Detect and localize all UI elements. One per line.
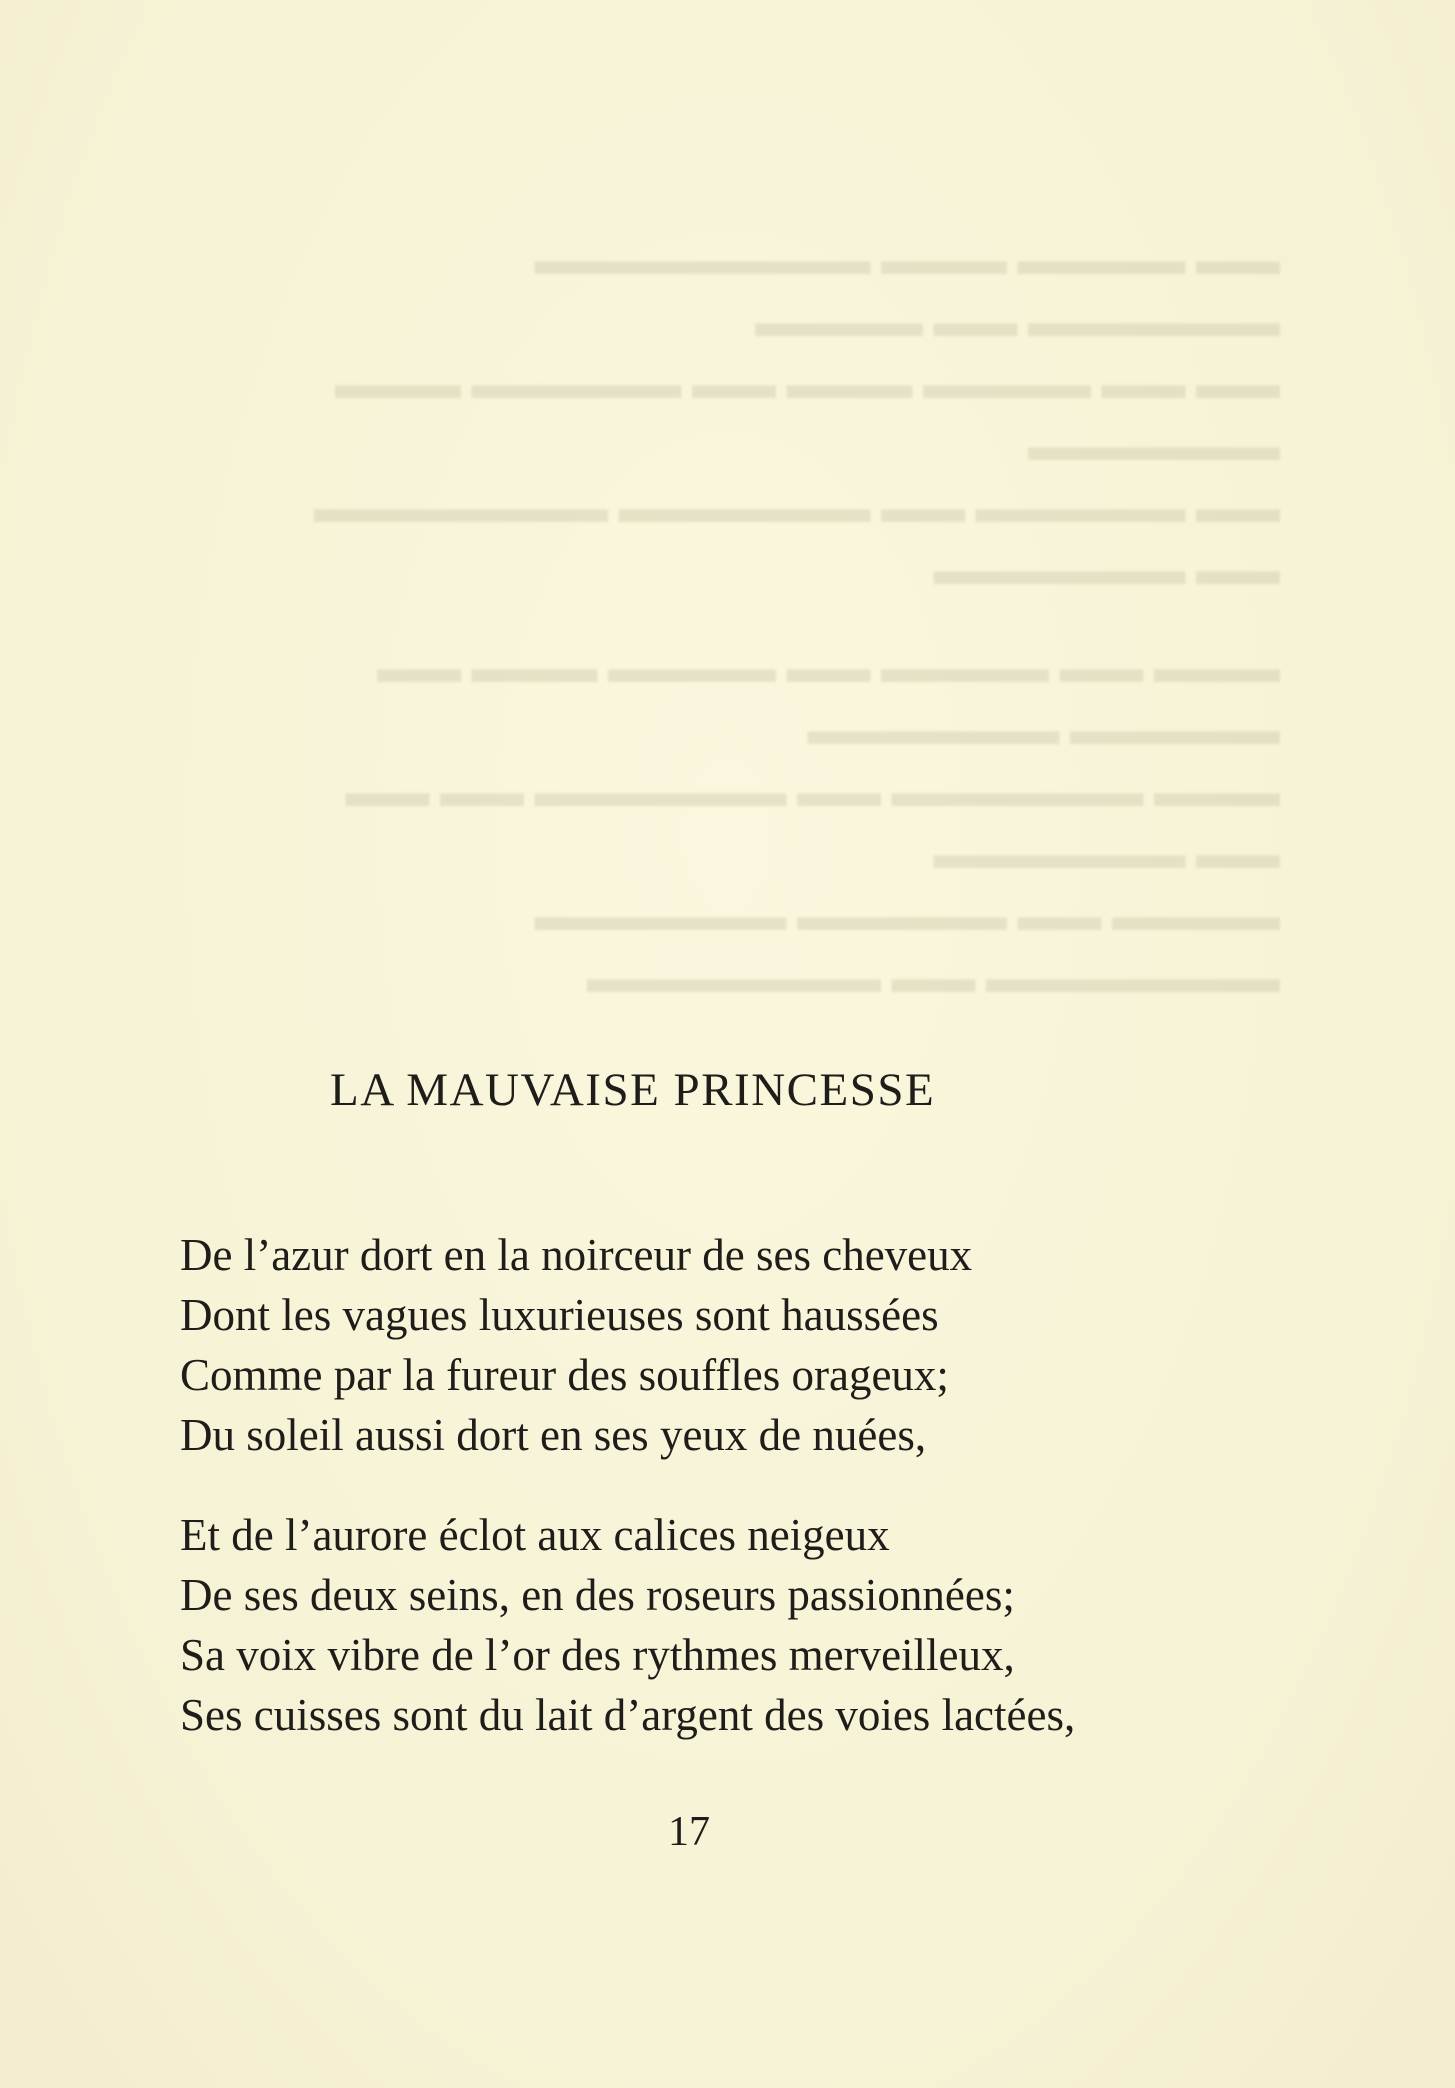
verse-line: Sa voix vibre de l’or des rythmes merveilleux, <box>180 1630 1015 1680</box>
verse-line: Du soleil aussi dort en ses yeux de nuées, <box>180 1410 927 1460</box>
verse-line: Et de l’aurore éclot aux calices neigeux <box>180 1510 890 1560</box>
verse-line: Dont les vagues luxurieuses sont haussées <box>180 1290 939 1340</box>
poem-title: LA MAUVAISE PRINCESSE <box>330 1064 936 1116</box>
stanza-2 <box>180 1505 1075 1745</box>
show-through-text: ▬▬ ▬▬▬▬ ▬▬▬ ▬▬▬▬▬▬▬▬ ▬▬▬▬▬▬ ▬▬ ▬▬▬▬ ▬▬ ▬▬ ▬▬▬▬ ▬▬▬ ▬▬ ▬▬▬▬▬ ▬▬▬ ▬▬▬▬▬▬ ▬▬ ▬▬▬▬▬ ▬▬ ▬▬▬▬▬▬ ▬▬▬▬▬▬▬ ▬▬ ▬▬▬▬▬▬ ▬▬▬ ▬▬ ▬▬▬▬ ▬▬ ▬▬▬▬ ▬▬▬ ▬▬ ▬▬▬▬▬ ▬▬▬▬▬▬ ▬▬▬ ▬▬▬▬▬▬ ▬▬ ▬▬▬▬▬▬ ▬▬ ▬▬ ▬▬ ▬▬▬▬▬▬ ▬▬▬▬ ▬▬ ▬▬▬▬▬ ▬▬▬▬▬▬ ▬▬▬▬▬▬▬ ▬▬ ▬▬▬▬▬▬▬ <box>314 238 1280 1002</box>
verse-line: Ses cuisses sont du lait d’argent des voies lactées, <box>180 1690 1076 1740</box>
verse-line: De l’azur dort en la noirceur de ses cheveux <box>180 1230 973 1280</box>
verse-line: Comme par la fureur des souffles orageux; <box>180 1350 949 1400</box>
stanza-1 <box>180 1225 972 1465</box>
page-number: 17 <box>668 1809 710 1855</box>
verse-line: De ses deux seins, en des roseurs passionnées; <box>180 1570 1015 1620</box>
